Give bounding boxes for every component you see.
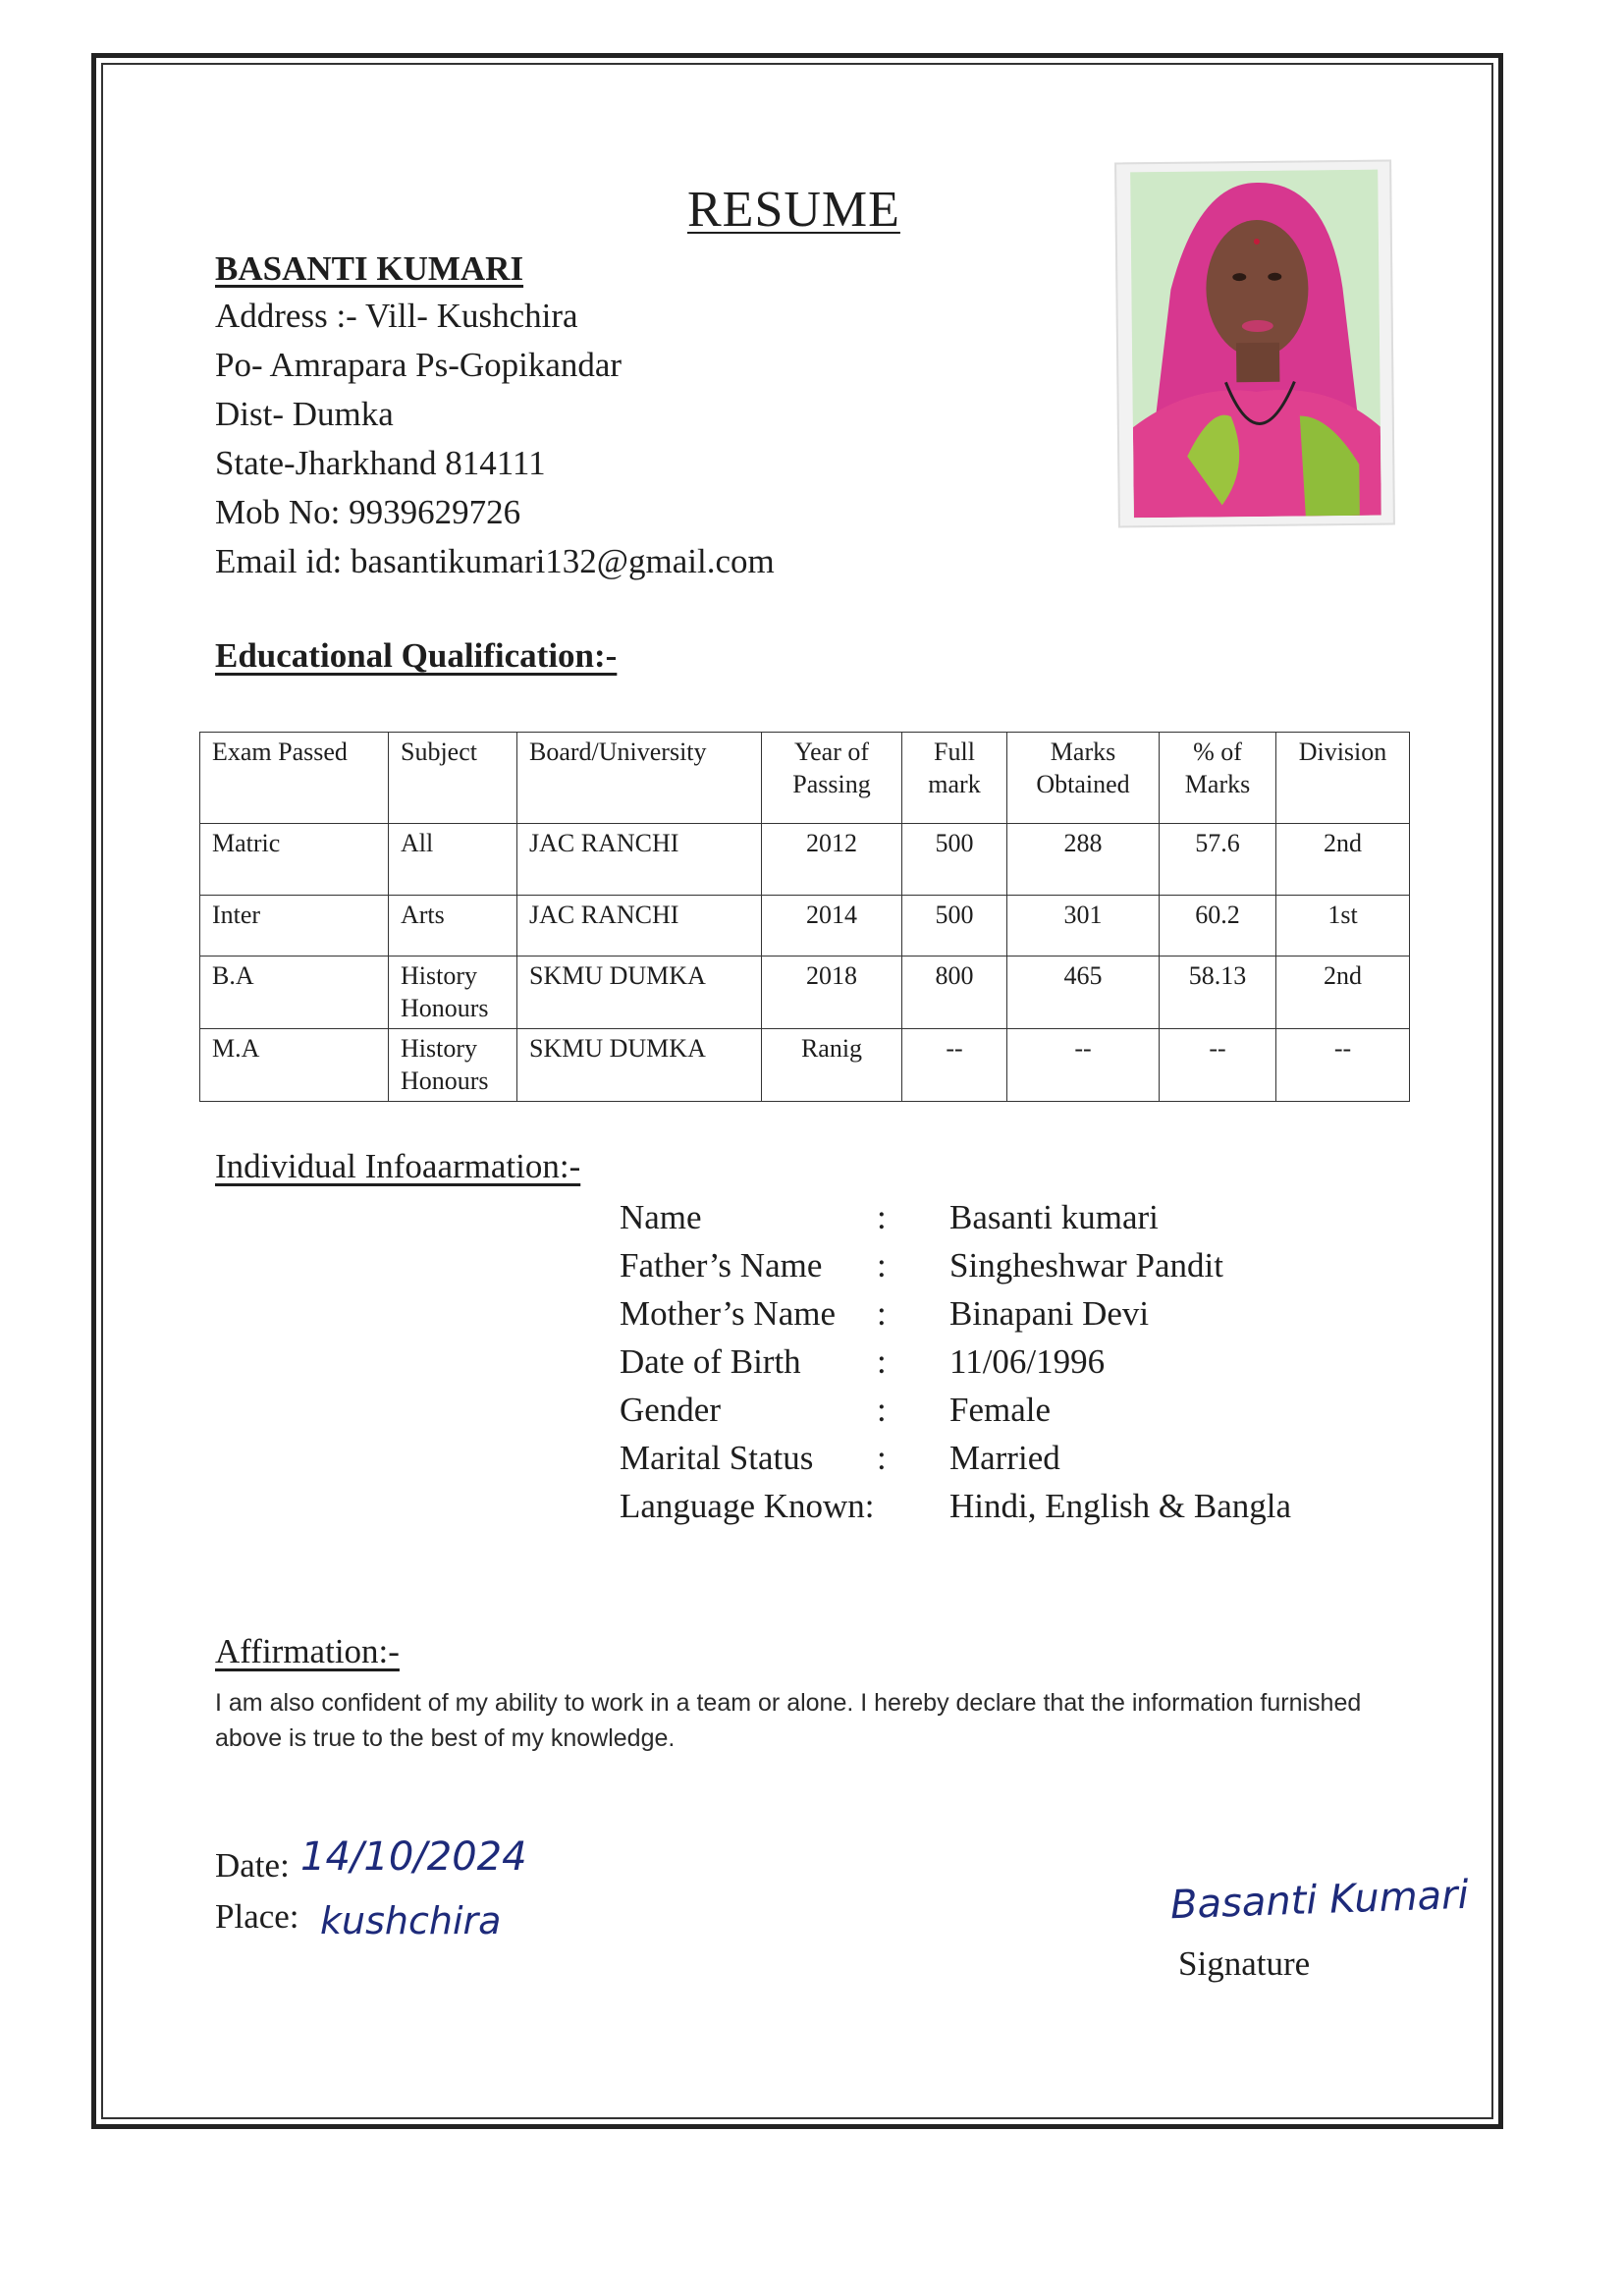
table-cell: M.A: [200, 1029, 389, 1102]
table-cell: Inter: [200, 896, 389, 957]
info-colon: :: [877, 1198, 887, 1236]
table-cell: JAC RANCHI: [517, 896, 762, 957]
info-colon: :: [877, 1246, 887, 1285]
table-cell: B.A: [200, 957, 389, 1029]
signature-handwritten: Basanti Kumari: [1169, 1872, 1470, 1929]
passport-photo: [1114, 160, 1395, 528]
affirmation-heading: Affirmation:-: [215, 1632, 400, 1670]
info-value: Singheshwar Pandit: [949, 1246, 1224, 1285]
table-cell: 288: [1007, 824, 1160, 896]
table-cell: History Honours: [389, 1029, 517, 1102]
table-row: [200, 824, 1410, 896]
table-row: [200, 1029, 1410, 1102]
date-label: Date:: [215, 1846, 290, 1885]
resume-title: RESUME: [687, 182, 900, 238]
info-value: Basanti kumari: [949, 1198, 1159, 1236]
info-colon: :: [877, 1294, 887, 1333]
table-cell: 2014: [762, 896, 902, 957]
table-cell: JAC RANCHI: [517, 824, 762, 896]
table-cell: All: [389, 824, 517, 896]
info-colon: :: [877, 1439, 887, 1477]
table-cell: 500: [902, 896, 1007, 957]
table-header: % of Marks: [1160, 733, 1276, 824]
info-value: Hindi, English & Bangla: [949, 1487, 1292, 1525]
address-line: Address :- Vill- Kushchira: [215, 297, 578, 335]
info-label: Name: [620, 1198, 702, 1236]
table-cell: 57.6: [1160, 824, 1276, 896]
signature-label: Signature: [1178, 1944, 1311, 1983]
info-label: Mother’s Name: [620, 1294, 836, 1333]
date-value: 14/10/2024: [300, 1834, 527, 1880]
place-value: kushchira: [320, 1899, 502, 1942]
info-label: Marital Status: [620, 1439, 814, 1477]
education-heading: Educational Qualification:-: [215, 636, 618, 675]
table-header: Full mark: [902, 733, 1007, 824]
place-label: Place:: [215, 1897, 299, 1936]
info-value: 11/06/1996: [949, 1342, 1106, 1381]
table-cell: --: [1276, 1029, 1410, 1102]
info-label: Gender: [620, 1391, 722, 1429]
table-cell: 2012: [762, 824, 902, 896]
table-cell: Matric: [200, 824, 389, 896]
table-cell: Arts: [389, 896, 517, 957]
address-line: Po- Amrapara Ps-Gopikandar: [215, 346, 623, 384]
table-cell: --: [902, 1029, 1007, 1102]
education-table: [199, 732, 1410, 1102]
table-header-row: [200, 733, 1410, 824]
table-header: Subject: [389, 733, 517, 824]
table-cell: 1st: [1276, 896, 1410, 957]
table-cell: 2018: [762, 957, 902, 1029]
table-cell: 465: [1007, 957, 1160, 1029]
mobile-number: Mob No: 9939629726: [215, 493, 521, 531]
table-row: [200, 957, 1410, 1029]
info-label: Language Known:: [620, 1487, 875, 1525]
info-value: Married: [949, 1439, 1060, 1477]
info-value: Binapani Devi: [949, 1294, 1150, 1333]
table-header: Exam Passed: [200, 733, 389, 824]
affirmation-text: I am also confident of my ability to work in a team or alone. I hereby declare that the information furnished above is true to the best of my knowledge.: [215, 1689, 1362, 1753]
address-line: Dist- Dumka: [215, 395, 394, 433]
info-label: Date of Birth: [620, 1342, 801, 1381]
table-cell: --: [1160, 1029, 1276, 1102]
table-cell: Ranig: [762, 1029, 902, 1102]
table-header: Year of Passing: [762, 733, 902, 824]
table-cell: 60.2: [1160, 896, 1276, 957]
address-line: State-Jharkhand 814111: [215, 444, 546, 482]
table-header: Board/University: [517, 733, 762, 824]
info-label: Father’s Name: [620, 1246, 823, 1285]
table-cell: 800: [902, 957, 1007, 1029]
table-cell: 500: [902, 824, 1007, 896]
email-address: Email id: basantikumari132@gmail.com: [215, 542, 775, 580]
table-header: Marks Obtained: [1007, 733, 1160, 824]
table-cell: 2nd: [1276, 957, 1410, 1029]
table-cell: 301: [1007, 896, 1160, 957]
table-cell: SKMU DUMKA: [517, 1029, 762, 1102]
portrait-photo-icon: [1130, 170, 1381, 519]
table-header: Division: [1276, 733, 1410, 824]
table-cell: History Honours: [389, 957, 517, 1029]
table-cell: 58.13: [1160, 957, 1276, 1029]
table-row: [200, 896, 1410, 957]
info-colon: :: [877, 1391, 887, 1429]
applicant-name: BASANTI KUMARI: [215, 249, 524, 288]
table-cell: 2nd: [1276, 824, 1410, 896]
table-cell: --: [1007, 1029, 1160, 1102]
info-value: Female: [949, 1391, 1052, 1429]
individual-info-heading: Individual Infoaarmation:-: [215, 1147, 581, 1185]
table-cell: SKMU DUMKA: [517, 957, 762, 1029]
info-colon: :: [877, 1342, 887, 1381]
